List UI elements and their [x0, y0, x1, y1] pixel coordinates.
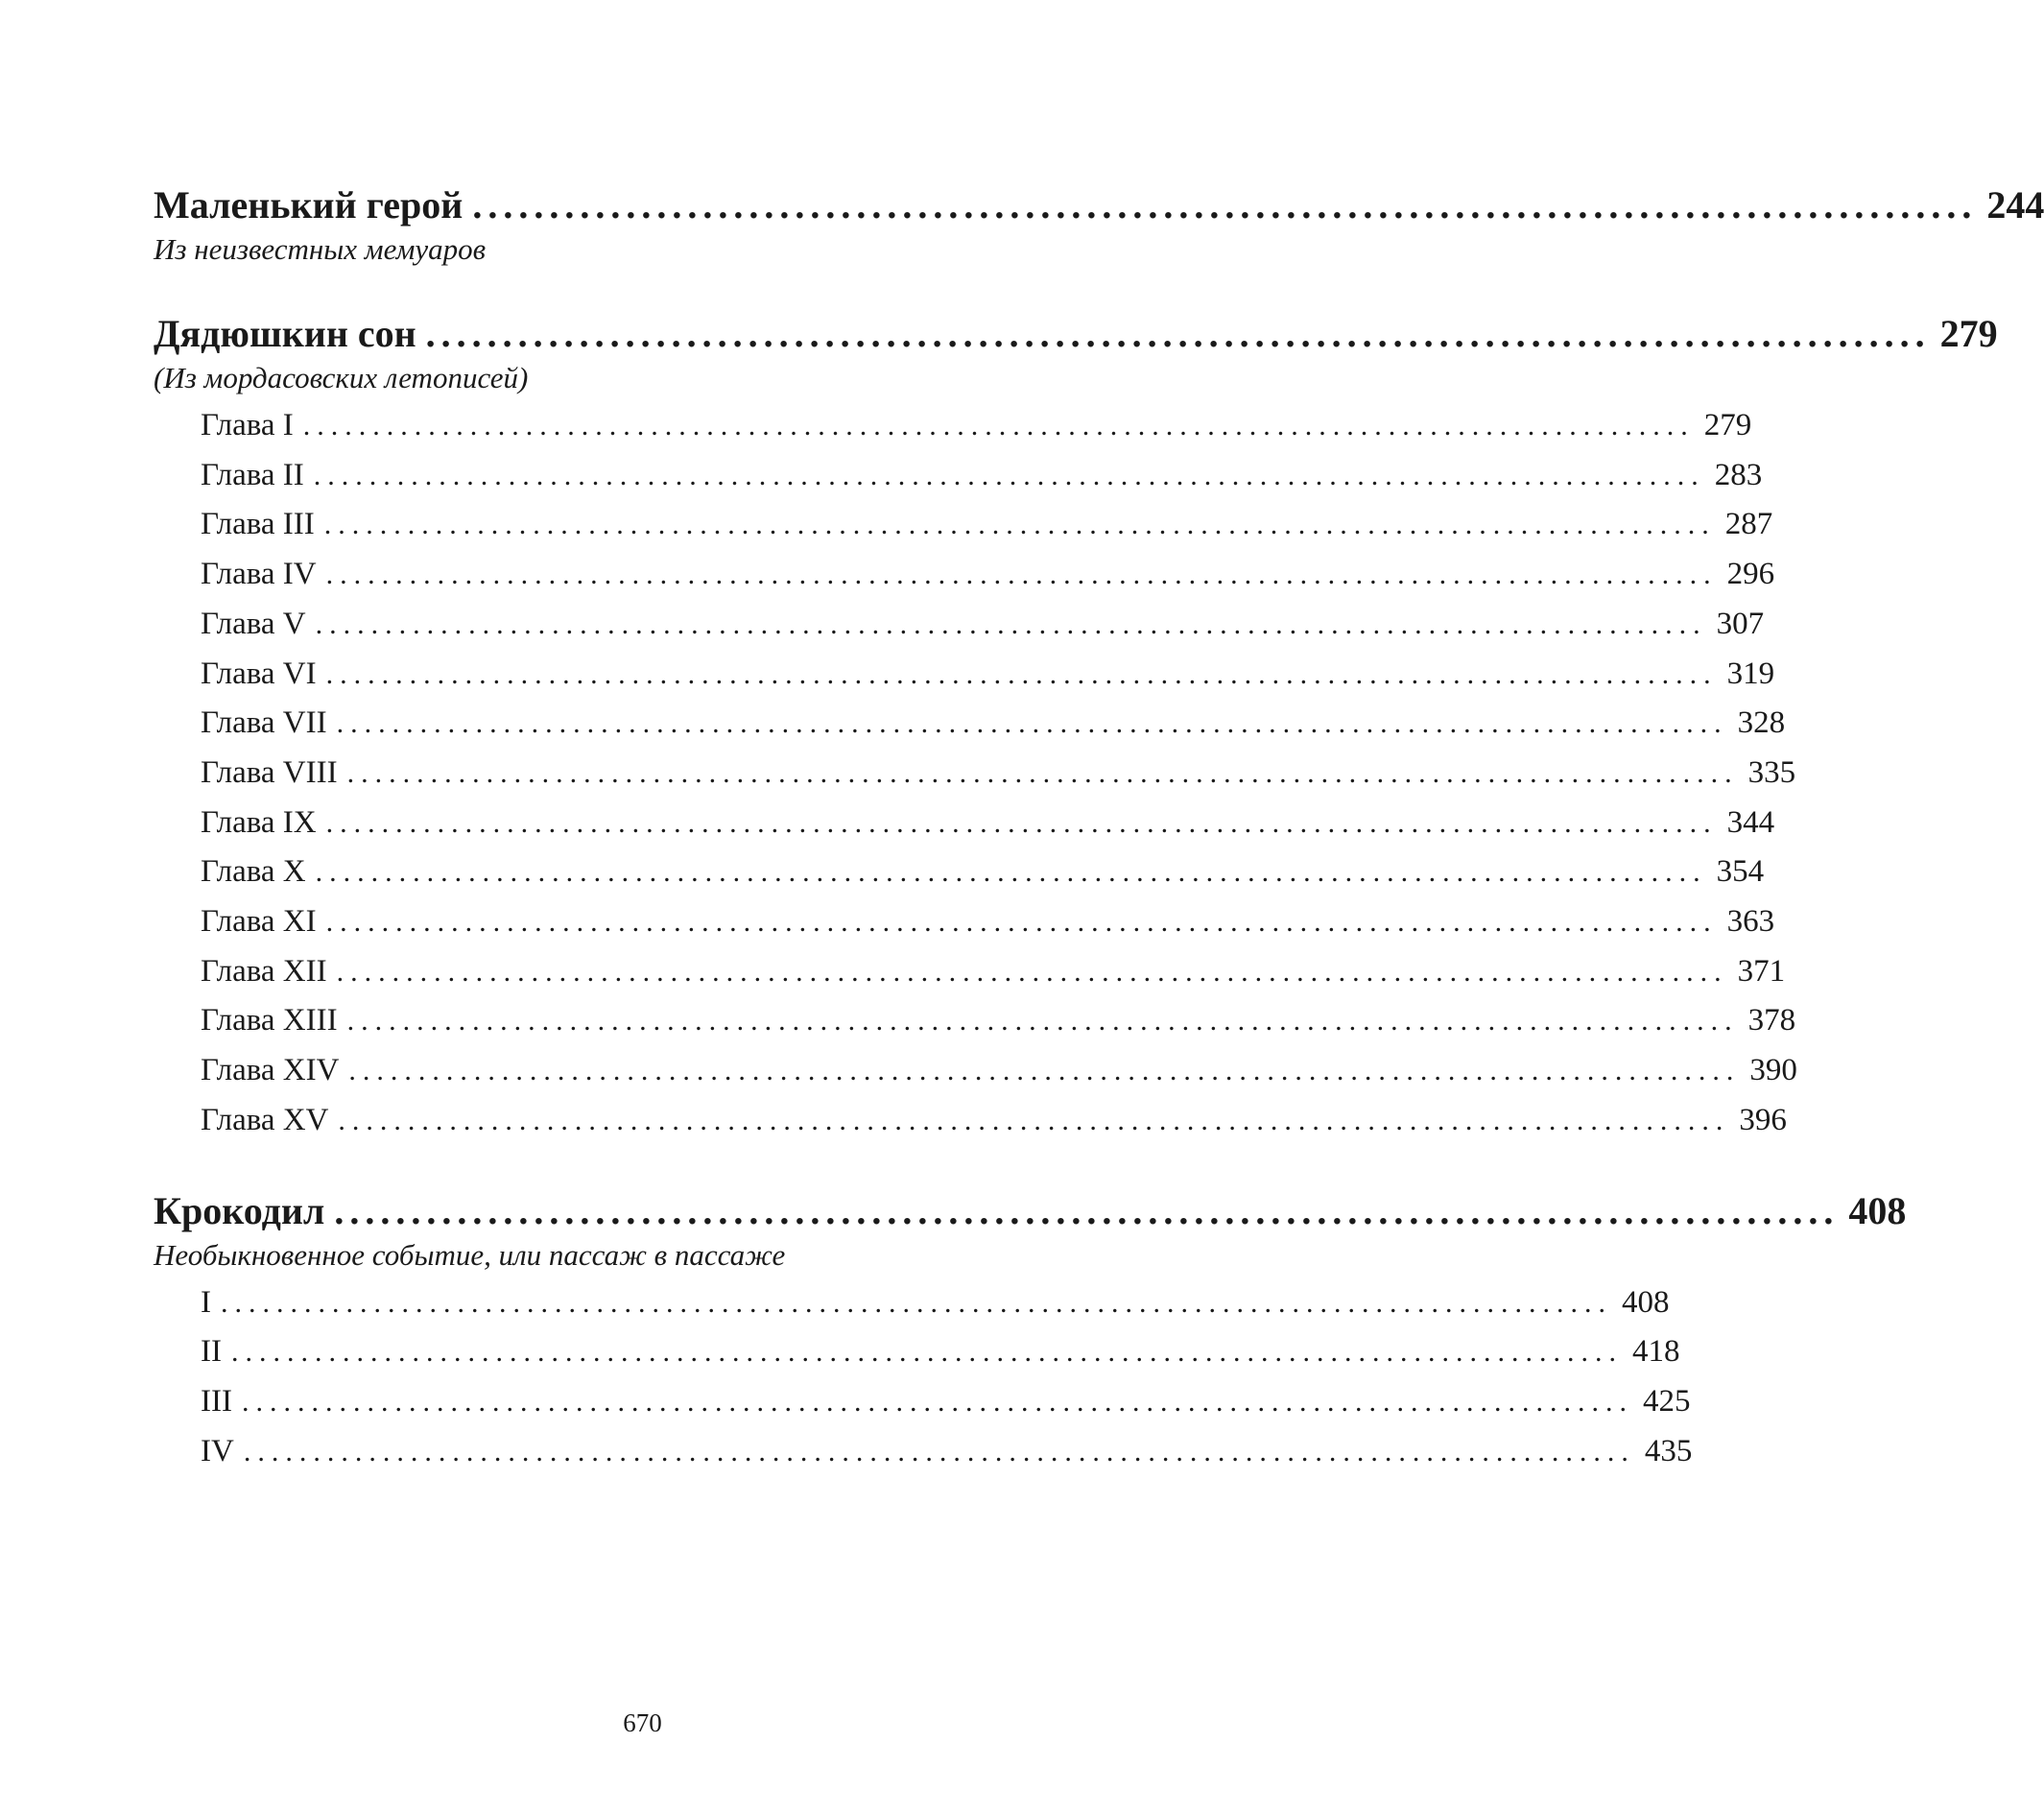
chapter-label: Глава IX	[201, 804, 317, 840]
chapter-row[interactable]	[201, 500, 1773, 550]
chapter-page-number: 319	[1726, 656, 1775, 691]
dot-leader: ....................................................................................................	[323, 509, 1716, 541]
chapter-page-number: 363	[1726, 904, 1775, 940]
chapter-row[interactable]	[201, 1427, 1693, 1477]
dot-leader: ....................................................................................................	[221, 1286, 1612, 1319]
toc-work-row[interactable]	[154, 311, 1998, 357]
work-page-number: 279	[1939, 312, 1998, 355]
dot-leader: ..................................................................................................	[334, 1188, 1840, 1232]
dot-leader: ....................................................................................................	[325, 559, 1718, 591]
chapter-label: Глава X	[201, 854, 306, 890]
dot-leader: ....................................................................................................	[302, 410, 1695, 442]
work-page-number: 244	[1986, 183, 2044, 227]
chapter-row[interactable]	[201, 650, 1775, 700]
chapter-row[interactable]	[201, 947, 1786, 997]
chapter-page-number: 287	[1724, 507, 1773, 542]
chapter-row[interactable]	[201, 1327, 1680, 1377]
chapter-row[interactable]	[201, 897, 1775, 947]
work-title: Дядюшкин сон	[154, 312, 416, 355]
chapter-list	[154, 1278, 1693, 1477]
chapter-page-number: 296	[1726, 557, 1775, 592]
toc-work-entry	[154, 182, 2044, 269]
chapter-page-number: 335	[1747, 754, 1796, 790]
chapter-list	[154, 401, 1797, 1146]
chapter-row[interactable]	[201, 1377, 1691, 1427]
toc-work-row[interactable]	[154, 1188, 1907, 1234]
work-subtitle: Необыкновенное событие, или пассаж в пассаже	[154, 1237, 786, 1272]
chapter-label: Глава VI	[201, 656, 317, 691]
chapter-row[interactable]	[201, 1046, 1797, 1096]
chapter-label: Глава VII	[201, 705, 327, 741]
chapter-label: Глава II	[201, 457, 304, 492]
chapter-row[interactable]	[201, 1096, 1787, 1146]
dot-leader: ....................................................................................................	[313, 459, 1705, 491]
chapter-row[interactable]	[201, 799, 1775, 848]
chapter-row[interactable]	[201, 401, 1752, 451]
chapter-page-number: 378	[1747, 1003, 1796, 1038]
chapter-label: IV	[201, 1433, 234, 1468]
toc-work-row[interactable]	[154, 182, 2044, 228]
chapter-page-number: 344	[1726, 804, 1775, 840]
page-number: 670	[623, 1708, 662, 1737]
chapter-row[interactable]	[201, 996, 1796, 1046]
dot-leader: ....................................................................................................	[325, 906, 1718, 939]
dot-leader: ....................................................................................................	[346, 756, 1739, 789]
chapter-page-number: 328	[1737, 705, 1786, 741]
chapter-row[interactable]	[201, 847, 1765, 897]
dot-leader: ....................................................................................................	[243, 1435, 1635, 1468]
chapter-label: Глава VIII	[201, 754, 338, 790]
chapter-page-number: 408	[1622, 1284, 1670, 1320]
table-of-contents	[154, 182, 2044, 1518]
chapter-label: Глава XI	[201, 904, 317, 940]
work-title: Крокодил	[154, 1188, 325, 1232]
dot-leader: ....................................................................................................	[325, 657, 1718, 690]
chapter-row[interactable]	[201, 1278, 1670, 1328]
chapter-page-number: 371	[1737, 953, 1786, 989]
dot-leader: ....................................................................................................	[315, 608, 1707, 640]
chapter-label: Глава XIII	[201, 1003, 338, 1038]
chapter-row[interactable]	[201, 699, 1786, 749]
dot-leader: ....................................................................................................	[336, 955, 1728, 988]
chapter-page-number: 283	[1714, 457, 1763, 492]
toc-work-entry	[154, 311, 1998, 1146]
chapter-label: Глава XII	[201, 953, 327, 989]
chapter-page-number: 418	[1631, 1334, 1680, 1370]
chapter-page-number: 425	[1642, 1383, 1691, 1419]
toc-work-entry	[154, 1188, 1907, 1477]
dot-leader: ..................................................................................................	[425, 312, 1931, 355]
work-title: Маленький герой	[154, 183, 463, 227]
chapter-row[interactable]	[201, 600, 1765, 650]
chapter-label: III	[201, 1383, 232, 1419]
dot-leader: ....................................................................................................	[336, 707, 1728, 740]
chapter-label: Глава I	[201, 408, 294, 442]
chapter-page-number: 279	[1703, 408, 1752, 442]
chapter-row[interactable]	[201, 451, 1763, 501]
dot-leader: ....................................................................................................	[230, 1336, 1623, 1369]
chapter-row[interactable]	[201, 550, 1775, 600]
chapter-page-number: 307	[1716, 606, 1765, 641]
chapter-label: Глава XIV	[201, 1053, 340, 1088]
dot-leader: ....................................................................................................	[315, 856, 1707, 889]
dot-leader: ....................................................................................................	[325, 806, 1718, 839]
work-subtitle: (Из мордасовских летописей)	[154, 361, 529, 394]
dot-leader: ....................................................................................................	[338, 1104, 1730, 1136]
chapter-page-number: 390	[1749, 1053, 1797, 1088]
dot-leader: ....................................................................................................	[346, 1005, 1739, 1038]
work-page-number: 408	[1848, 1188, 1907, 1232]
chapter-label: Глава III	[201, 507, 315, 542]
chapter-label: II	[201, 1334, 222, 1370]
chapter-page-number: 354	[1716, 854, 1765, 890]
chapter-row[interactable]	[201, 749, 1796, 799]
chapter-label: I	[201, 1284, 211, 1320]
chapter-page-number: 435	[1644, 1433, 1693, 1468]
work-subtitle: Из неизвестных мемуаров	[154, 232, 487, 266]
chapter-label: Глава IV	[201, 557, 317, 592]
chapter-page-number: 396	[1739, 1102, 1787, 1137]
dot-leader: ....................................................................................................	[241, 1385, 1633, 1418]
dot-leader: ....................................................................................................	[348, 1055, 1741, 1087]
chapter-label: Глава XV	[201, 1102, 329, 1137]
dot-leader: ..................................................................................................	[472, 183, 1978, 227]
chapter-label: Глава V	[201, 606, 306, 641]
